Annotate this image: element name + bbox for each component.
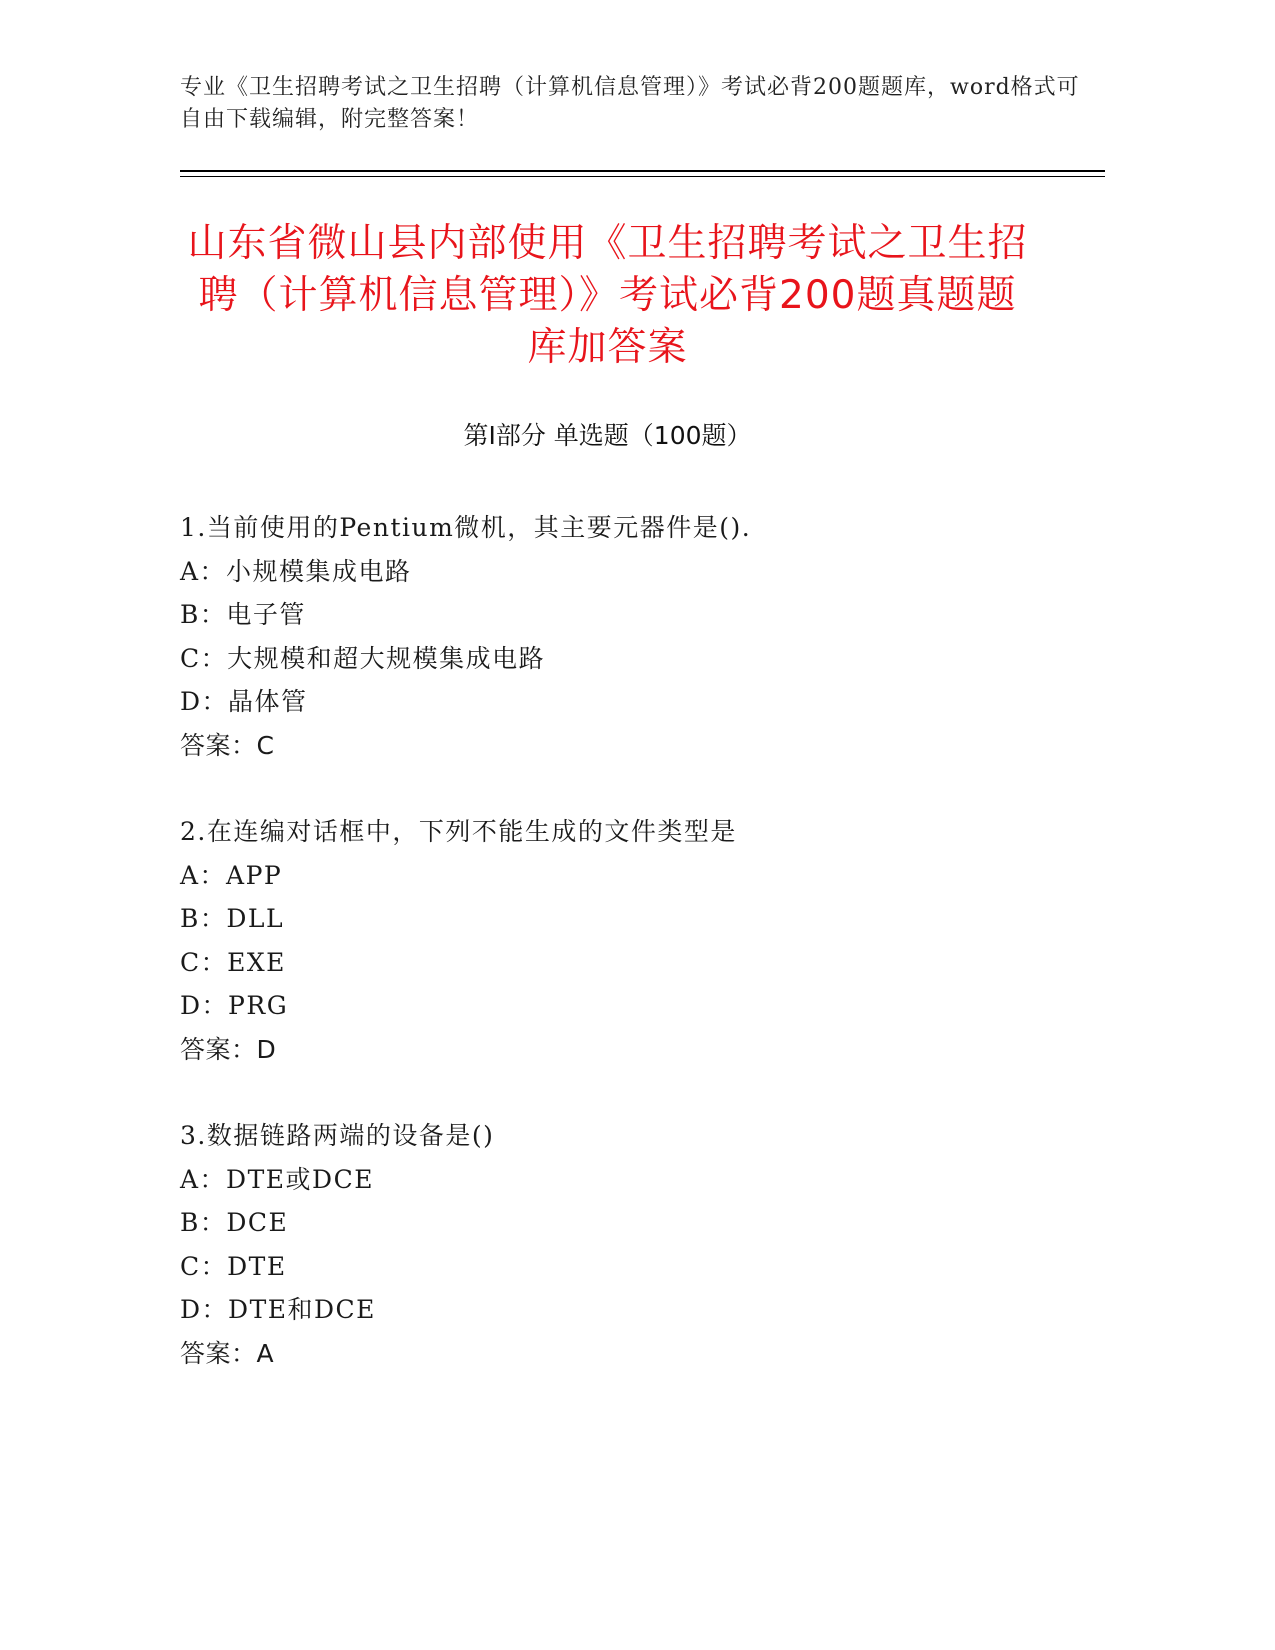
header-rule-thick (180, 170, 1105, 172)
answer: 答案：D (180, 1034, 277, 1064)
question-3 (180, 1114, 1080, 1375)
header-rule-thin (180, 176, 1105, 177)
answer: 答案：C (180, 730, 275, 760)
option-d: D：PRG (180, 991, 289, 1020)
question-list (180, 506, 1080, 1418)
question-2 (180, 810, 1080, 1071)
option-a: A：DTE或DCE (180, 1164, 374, 1194)
option-d: D：晶体管 (180, 687, 308, 716)
option-a: A：APP (180, 860, 283, 890)
question-stem: 2.在连编对话框中，下列不能生成的文件类型是 (180, 817, 737, 846)
document-title: 山东省微山县内部使用《卫生招聘考试之卫生招聘（计算机信息管理）》考试必背200题真题题库加答案 (187, 221, 1028, 370)
option-b: B：DCE (180, 1208, 289, 1237)
answer: 答案：A (180, 1338, 275, 1368)
option-b: B：电子管 (180, 600, 306, 629)
option-a: A：小规模集成电路 (180, 556, 412, 586)
header-note: 专业《卫生招聘考试之卫生招聘（计算机信息管理）》考试必背200题题库，word格式可自由下载编辑，附完整答案！ (180, 75, 1080, 132)
question-1 (180, 506, 1080, 767)
option-c: C：DTE (180, 1251, 287, 1281)
option-c: C：EXE (180, 947, 286, 977)
question-stem: 1.当前使用的Pentium微机，其主要元器件是(). (180, 513, 752, 542)
option-c: C：大规模和超大规模集成电路 (180, 643, 546, 673)
option-d: D：DTE和DCE (180, 1295, 376, 1324)
question-stem: 3.数据链路两端的设备是() (180, 1121, 495, 1150)
section-heading: 第Ⅰ部分 单选题（100题） (463, 421, 752, 450)
option-b: B：DLL (180, 904, 285, 933)
